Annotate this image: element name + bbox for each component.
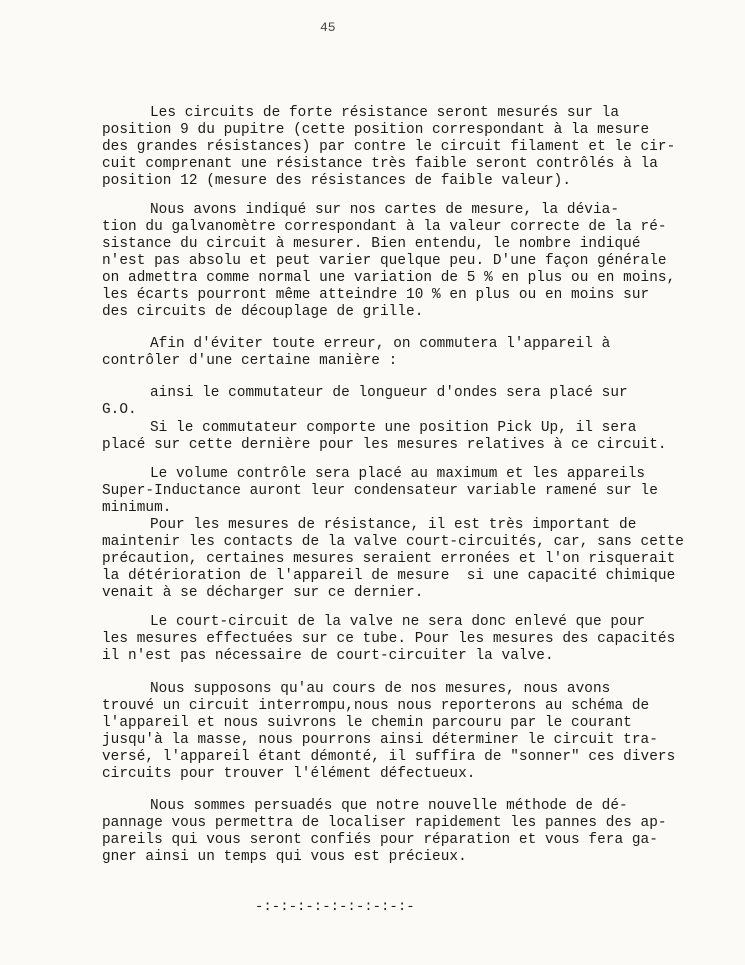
paragraph-6-line-2: Super-Inductance auront leur condensateur variable ramené sur le: [102, 483, 658, 499]
page-number: 45: [320, 20, 336, 35]
paragraph-2-line-3: sistance du circuit à mesurer. Bien entendu, le nombre indiqué: [102, 236, 641, 252]
paragraph-2-line-2: tion du galvanomètre correspondant à la valeur correcte de la ré-: [102, 219, 667, 235]
paragraph-9-line-6: circuits pour trouver l'élément défectueux.: [102, 766, 476, 782]
paragraph-2-line-5: on admettra comme normal une variation de 5 % en plus ou en moins,: [102, 270, 676, 286]
paragraph-5-line-1: Si le commutateur comporte une position Pick Up, il sera: [150, 420, 637, 436]
paragraph-5-line-2: placé sur cette dernière pour les mesures relatives à ce circuit.: [102, 437, 667, 453]
paragraph-9-line-5: versé, l'appareil étant démonté, il suffira de "sonner" ces divers: [102, 749, 676, 765]
paragraph-9-line-3: l'appareil et nous suivrons le chemin parcouru par le courant: [102, 715, 632, 731]
paragraph-2-line-1: Nous avons indiqué sur nos cartes de mesure, la dévia-: [150, 202, 620, 218]
paragraph-6-line-1: Le volume contrôle sera placé au maximum et les appareils: [150, 466, 646, 482]
paragraph-6-line-3: minimum.: [102, 500, 172, 516]
paragraph-7-line-1: Pour les mesures de résistance, il est très important de: [150, 517, 637, 533]
paragraph-8-line-3: il n'est pas nécessaire de court-circuiter la valve.: [102, 648, 554, 664]
paragraph-7-line-3: précaution, certaines mesures seraient erronées et l'on risquerait: [102, 551, 676, 567]
paragraph-7-line-5: venait à se décharger sur ce dernier.: [102, 585, 424, 601]
end-separator: -:-:-:-:-:-:-:-:-:-: [255, 899, 415, 915]
paragraph-4-line-2: G.O.: [102, 402, 137, 418]
paragraph-1-line-5: position 12 (mesure des résistances de faible valeur).: [102, 173, 572, 189]
paragraph-2-line-7: des circuits de découplage de grille.: [102, 304, 424, 320]
paragraph-10-line-3: pareils qui vous seront confiés pour réparation et vous fera ga-: [102, 832, 658, 848]
paragraph-7-line-2: maintenir les contacts de la valve court-circuités, car, sans cette: [102, 534, 684, 550]
paragraph-1-line-4: cuit comprenant une résistance très faible seront contrôlés à la: [102, 156, 658, 172]
paragraph-10-line-4: gner ainsi un temps qui vous est précieux.: [102, 849, 467, 865]
paragraph-1-line-1: Les circuits de forte résistance seront mesurés sur la: [150, 105, 620, 121]
paragraph-7-line-4: la détérioration de l'appareil de mesure si une capacité chimique: [102, 568, 676, 584]
paragraph-1-line-2: position 9 du pupitre (cette position correspondant à la mesure: [102, 122, 650, 138]
paragraph-2-line-4: n'est pas absolu et peut varier quelque peu. D'une façon générale: [102, 253, 667, 269]
paragraph-3-line-2: contrôler d'une certaine manière :: [102, 353, 398, 369]
paragraph-2-line-6: les écarts pourront même atteindre 10 % en plus ou en moins sur: [102, 287, 650, 303]
paragraph-8-line-2: les mesures effectuées sur ce tube. Pour les mesures des capacités: [102, 631, 676, 647]
paragraph-10-line-1: Nous sommes persuadés que notre nouvelle méthode de dé-: [150, 798, 628, 814]
paragraph-9-line-2: trouvé un circuit interrompu,nous nous reporterons au schéma de: [102, 698, 650, 714]
paragraph-4-line-1: ainsi le commutateur de longueur d'ondes sera placé sur: [150, 385, 628, 401]
paragraph-9-line-4: jusqu'à la masse, nous pourrons ainsi déterminer le circuit tra-: [102, 732, 658, 748]
paragraph-10-line-2: pannage vous permettra de localiser rapidement les pannes des ap-: [102, 815, 667, 831]
paragraph-1-line-3: des grandes résistances) par contre le circuit filament et le cir-: [102, 139, 676, 155]
paragraph-3-line-1: Afin d'éviter toute erreur, on commutera l'appareil à: [150, 336, 611, 352]
paragraph-9-line-1: Nous supposons qu'au cours de nos mesures, nous avons: [150, 681, 611, 697]
paragraph-8-line-1: Le court-circuit de la valve ne sera donc enlevé que pour: [150, 614, 646, 630]
